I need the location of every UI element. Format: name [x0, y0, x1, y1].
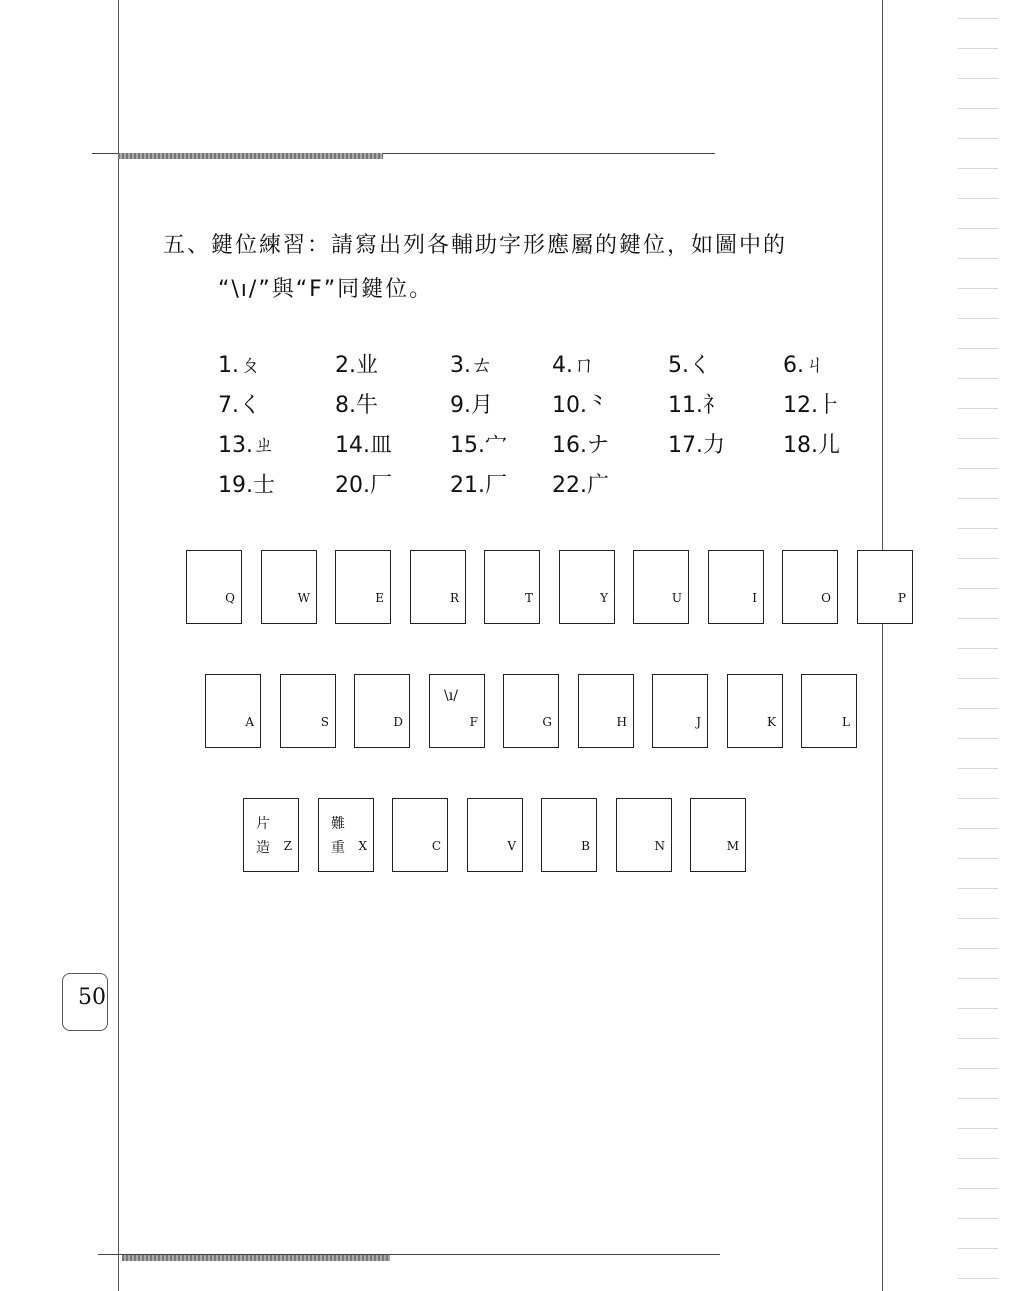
key-y: [559, 550, 615, 624]
exercise-heading-line2: “\ı/”與“F”同鍵位。: [218, 277, 434, 302]
page-edge-shadow: [958, 0, 998, 1291]
key-letter: L: [842, 715, 850, 729]
practice-item: 15.宀: [450, 433, 507, 458]
key-m: [690, 798, 746, 872]
practice-item: 16.ナ: [552, 433, 609, 458]
practice-item: 7.く: [218, 393, 261, 418]
key-o: [782, 550, 838, 624]
key-radical: 造: [256, 840, 270, 856]
key-letter: P: [897, 591, 906, 605]
key-w: [261, 550, 317, 624]
practice-item: 6.ㄐ: [783, 353, 826, 378]
key-b: [541, 798, 597, 872]
key-letter: J: [696, 715, 701, 729]
practice-item: 20.厂: [335, 473, 392, 498]
key-letter: D: [393, 715, 403, 729]
key-z: [243, 798, 299, 872]
key-radical: 重: [331, 840, 345, 856]
key-letter: M: [726, 839, 739, 853]
key-r: [410, 550, 466, 624]
key-c: [392, 798, 448, 872]
key-n: [616, 798, 672, 872]
practice-item: 17.力: [668, 433, 725, 458]
practice-item: 3.ㄊ: [450, 353, 493, 378]
key-letter: G: [542, 715, 552, 729]
key-a: [205, 674, 261, 748]
key-letter: T: [524, 591, 533, 605]
key-radical: \ı/: [444, 688, 458, 704]
key-letter: R: [449, 591, 459, 605]
key-letter: Y: [600, 591, 608, 605]
key-letter: E: [375, 591, 384, 605]
practice-item: 22.广: [552, 473, 609, 498]
practice-item: 11.礻: [668, 393, 725, 418]
key-letter: O: [821, 591, 831, 605]
practice-item: 18.儿: [783, 433, 840, 458]
practice-item: 10.⺀: [552, 393, 609, 418]
practice-item: 21.厂: [450, 473, 507, 498]
key-letter: H: [616, 715, 627, 729]
practice-item: 5.く: [668, 353, 711, 378]
practice-item: 8.牛: [335, 393, 378, 418]
key-g: [503, 674, 559, 748]
practice-item: 14.皿: [335, 433, 392, 458]
key-letter: V: [507, 839, 516, 853]
key-radical: 難: [331, 816, 345, 832]
right-margin-line: [882, 0, 883, 1291]
key-e: [335, 550, 391, 624]
practice-item: 13.ㄓ: [218, 433, 275, 458]
key-l: [801, 674, 857, 748]
key-letter: C: [431, 839, 441, 853]
practice-item: 19.士: [218, 473, 275, 498]
key-letter: W: [297, 591, 310, 605]
key-t: [484, 550, 540, 624]
key-q: [186, 550, 242, 624]
practice-item: 9.月: [450, 393, 493, 418]
key-letter: Q: [225, 591, 235, 605]
key-d: [354, 674, 410, 748]
key-i: [708, 550, 764, 624]
key-p: [857, 550, 913, 624]
exercise-heading: 五、鍵位練習：請寫出列各輔助字形應屬的鍵位，如圖中的: [163, 233, 788, 258]
key-j: [652, 674, 708, 748]
left-margin-line: [118, 0, 119, 1291]
key-letter: X: [358, 839, 367, 853]
practice-item: 2.业: [335, 353, 378, 378]
key-radical: 片: [256, 816, 270, 832]
practice-item: 4.ㄇ: [552, 353, 595, 378]
key-letter: S: [320, 715, 329, 729]
key-letter: A: [245, 715, 254, 729]
key-f: [429, 674, 485, 748]
practice-item: 1.ㄆ: [218, 353, 261, 378]
key-letter: K: [767, 715, 776, 729]
key-s: [280, 674, 336, 748]
key-letter: B: [581, 839, 590, 853]
key-h: [578, 674, 634, 748]
key-letter: U: [671, 591, 682, 605]
key-letter: I: [752, 591, 757, 605]
key-k: [727, 674, 783, 748]
bottom-gray-bar: [122, 1255, 390, 1261]
key-x: [318, 798, 374, 872]
practice-item: 12.⺊: [783, 393, 840, 418]
page-number: 50: [78, 985, 106, 1010]
key-letter: Z: [283, 839, 292, 853]
key-v: [467, 798, 523, 872]
key-letter: N: [654, 839, 665, 853]
key-u: [633, 550, 689, 624]
top-gray-bar: [118, 153, 383, 159]
key-letter: F: [469, 715, 478, 729]
